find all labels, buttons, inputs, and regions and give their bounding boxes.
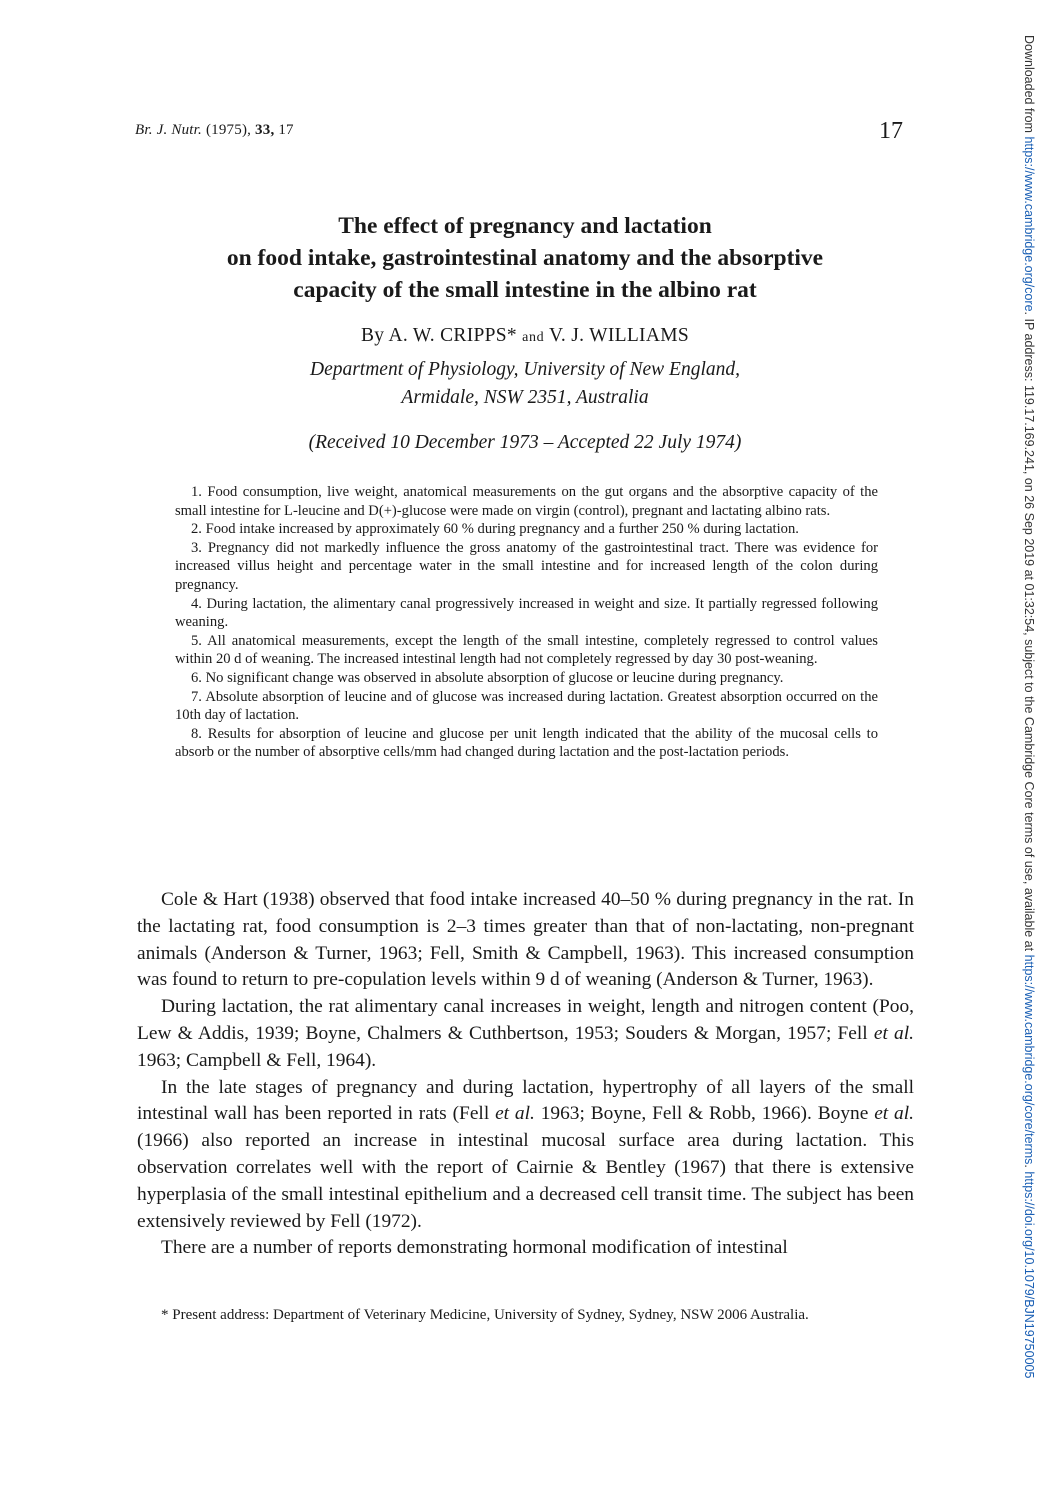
body-text-run: During lactation, the rat alimentary canal increases in weight, length and nitrogen content (Poo, Lew & Addis, 1939; Boyne, Chalmers & Cuthbertson, 1953; Souders & Morgan, 1957; Fell — [137, 996, 914, 1044]
body-text-run: In the late stages of pregnancy and during lactation, hypertrophy of all layers of the small intestinal wall has been reported in rats (Fell — [137, 1076, 914, 1125]
et-al: et al. — [873, 1022, 914, 1044]
abstract-item: 1. Food consumption, live weight, anatomical measurements on the gut organs and the absorptive capacity of the small intestine for L-leucine and D(+)-glucose were made on virgin (control), pregnant and lactating albino rats. — [175, 484, 878, 519]
journal-year: (1975), — [205, 122, 252, 138]
journal-volume: 33, — [255, 122, 275, 138]
abstract-item: 4. During lactation, the alimentary canal progressively increased in weight and size. It partially regressed following weaning. — [175, 595, 878, 631]
download-notice — [1022, 35, 1036, 1475]
body-paragraph — [137, 1075, 914, 1236]
abstract-item: 8. Results for absorption of leucine and glucose per unit length indicated that the ability of the mucosal cells to absorb or the number of absorptive cells/mm had changed during lactation and the post-lactation periods. — [175, 725, 878, 761]
body-text-run: 1963; Campbell & Fell, 1964). — [137, 1049, 377, 1071]
abstract — [175, 483, 878, 762]
body-text-run: 1963; Boyne, Fell & Robb, 1966). Boyne — [540, 1103, 869, 1125]
doi-link[interactable]: https://doi.org/10.1079/BJN19750005 — [1022, 1171, 1036, 1379]
journal-page: 17 — [278, 122, 294, 138]
running-head — [135, 122, 294, 139]
abstract-item: 6. No significant change was observed in absolute absorption of glucose or leucine during pregnancy. — [191, 669, 784, 686]
title-line: The effect of pregnancy and lactation — [338, 213, 712, 239]
affiliation-line-2: Armidale, NSW 2351, Australia — [401, 387, 649, 408]
core-link[interactable]: https://www.cambridge.org/core — [1022, 136, 1036, 312]
article-title — [120, 210, 930, 306]
terms-link[interactable]: https://www.cambridge.org/core/terms — [1022, 954, 1036, 1165]
byline — [120, 325, 930, 347]
footnote — [137, 1306, 914, 1325]
notice-text: Downloaded from — [1022, 35, 1036, 133]
journal-name: Br. J. Nutr. — [135, 122, 202, 138]
received-dates: (Received 10 December 1973 – Accepted 22 July 1974) — [308, 432, 742, 453]
byline-by: By — [360, 325, 385, 346]
abstract-item: 5. All anatomical measurements, except the length of the small intestine, completely regressed to control values within 20 d of weaning. The increased intestinal length had not completely regressed by day 30 post-weaning. — [175, 632, 878, 668]
body-paragraph: Cole & Hart (1938) observed that food intake increased 40–50 % during pregnancy in the rat. In the lactating rat, food consumption is 2–3 times greater than that of non-lactating, non-pregnant animals (Anderson & Turner, 1963; Fell, Smith & Campbell, 1963). This increased consumption was found to return to pre-copulation levels within 9 d of weaning (Anderson & Turner, 1963). — [137, 889, 914, 991]
affiliation — [120, 356, 930, 412]
body-text — [137, 887, 914, 1262]
author-2: V. J. WILLIAMS — [549, 325, 690, 346]
footnote-text: * Present address: Department of Veterinary Medicine, University of Sydney, Sydney, NSW 2006 Australia. — [161, 1307, 809, 1323]
notice-text: . — [1022, 1164, 1036, 1168]
body-paragraph — [137, 994, 914, 1074]
body-text-run: (1966) also reported an increase in intestinal mucosal surface area during lactation. This observation correlates well with the report of Cairnie & Bentley (1967) that there is extensive hyperplasia of the small intestinal epithelium and a decreased cell transit time. The subject has been extensively reviewed by Fell (1972). — [137, 1130, 914, 1232]
abstract-item: 3. Pregnancy did not markedly influence the gross anatomy of the gastrointestinal tract. There was evidence for increased villus height and percentage water in the small intestine and for increased length of the colon during pregnancy. — [175, 539, 878, 593]
et-al: et al. — [495, 1103, 535, 1125]
body-paragraph: There are a number of reports demonstrating hormonal modification of intestinal — [161, 1237, 788, 1259]
abstract-item: 2. Food intake increased by approximately 60 % during pregnancy and a further 250 % during lactation. — [191, 521, 799, 538]
title-line: capacity of the small intestine in the albino rat — [293, 277, 757, 303]
byline-and: and — [522, 330, 545, 345]
affiliation-line-1: Department of Physiology, University of New England, — [309, 359, 741, 380]
page-number: 17 — [879, 118, 903, 144]
author-1: A. W. CRIPPS* — [388, 325, 517, 346]
notice-text: . IP address: 119.17.169.241, on 26 Sep 2019 at 01:32:54, subject to the Cambridge Core terms of use, available at — [1022, 311, 1036, 952]
et-al: et al. — [874, 1103, 914, 1125]
abstract-item: 7. Absolute absorption of leucine and of glucose was increased during lactation. Greatest absorption occurred on the 10th day of lactation. — [175, 688, 878, 724]
title-line: on food intake, gastrointestinal anatomy and the absorptive — [226, 245, 824, 271]
